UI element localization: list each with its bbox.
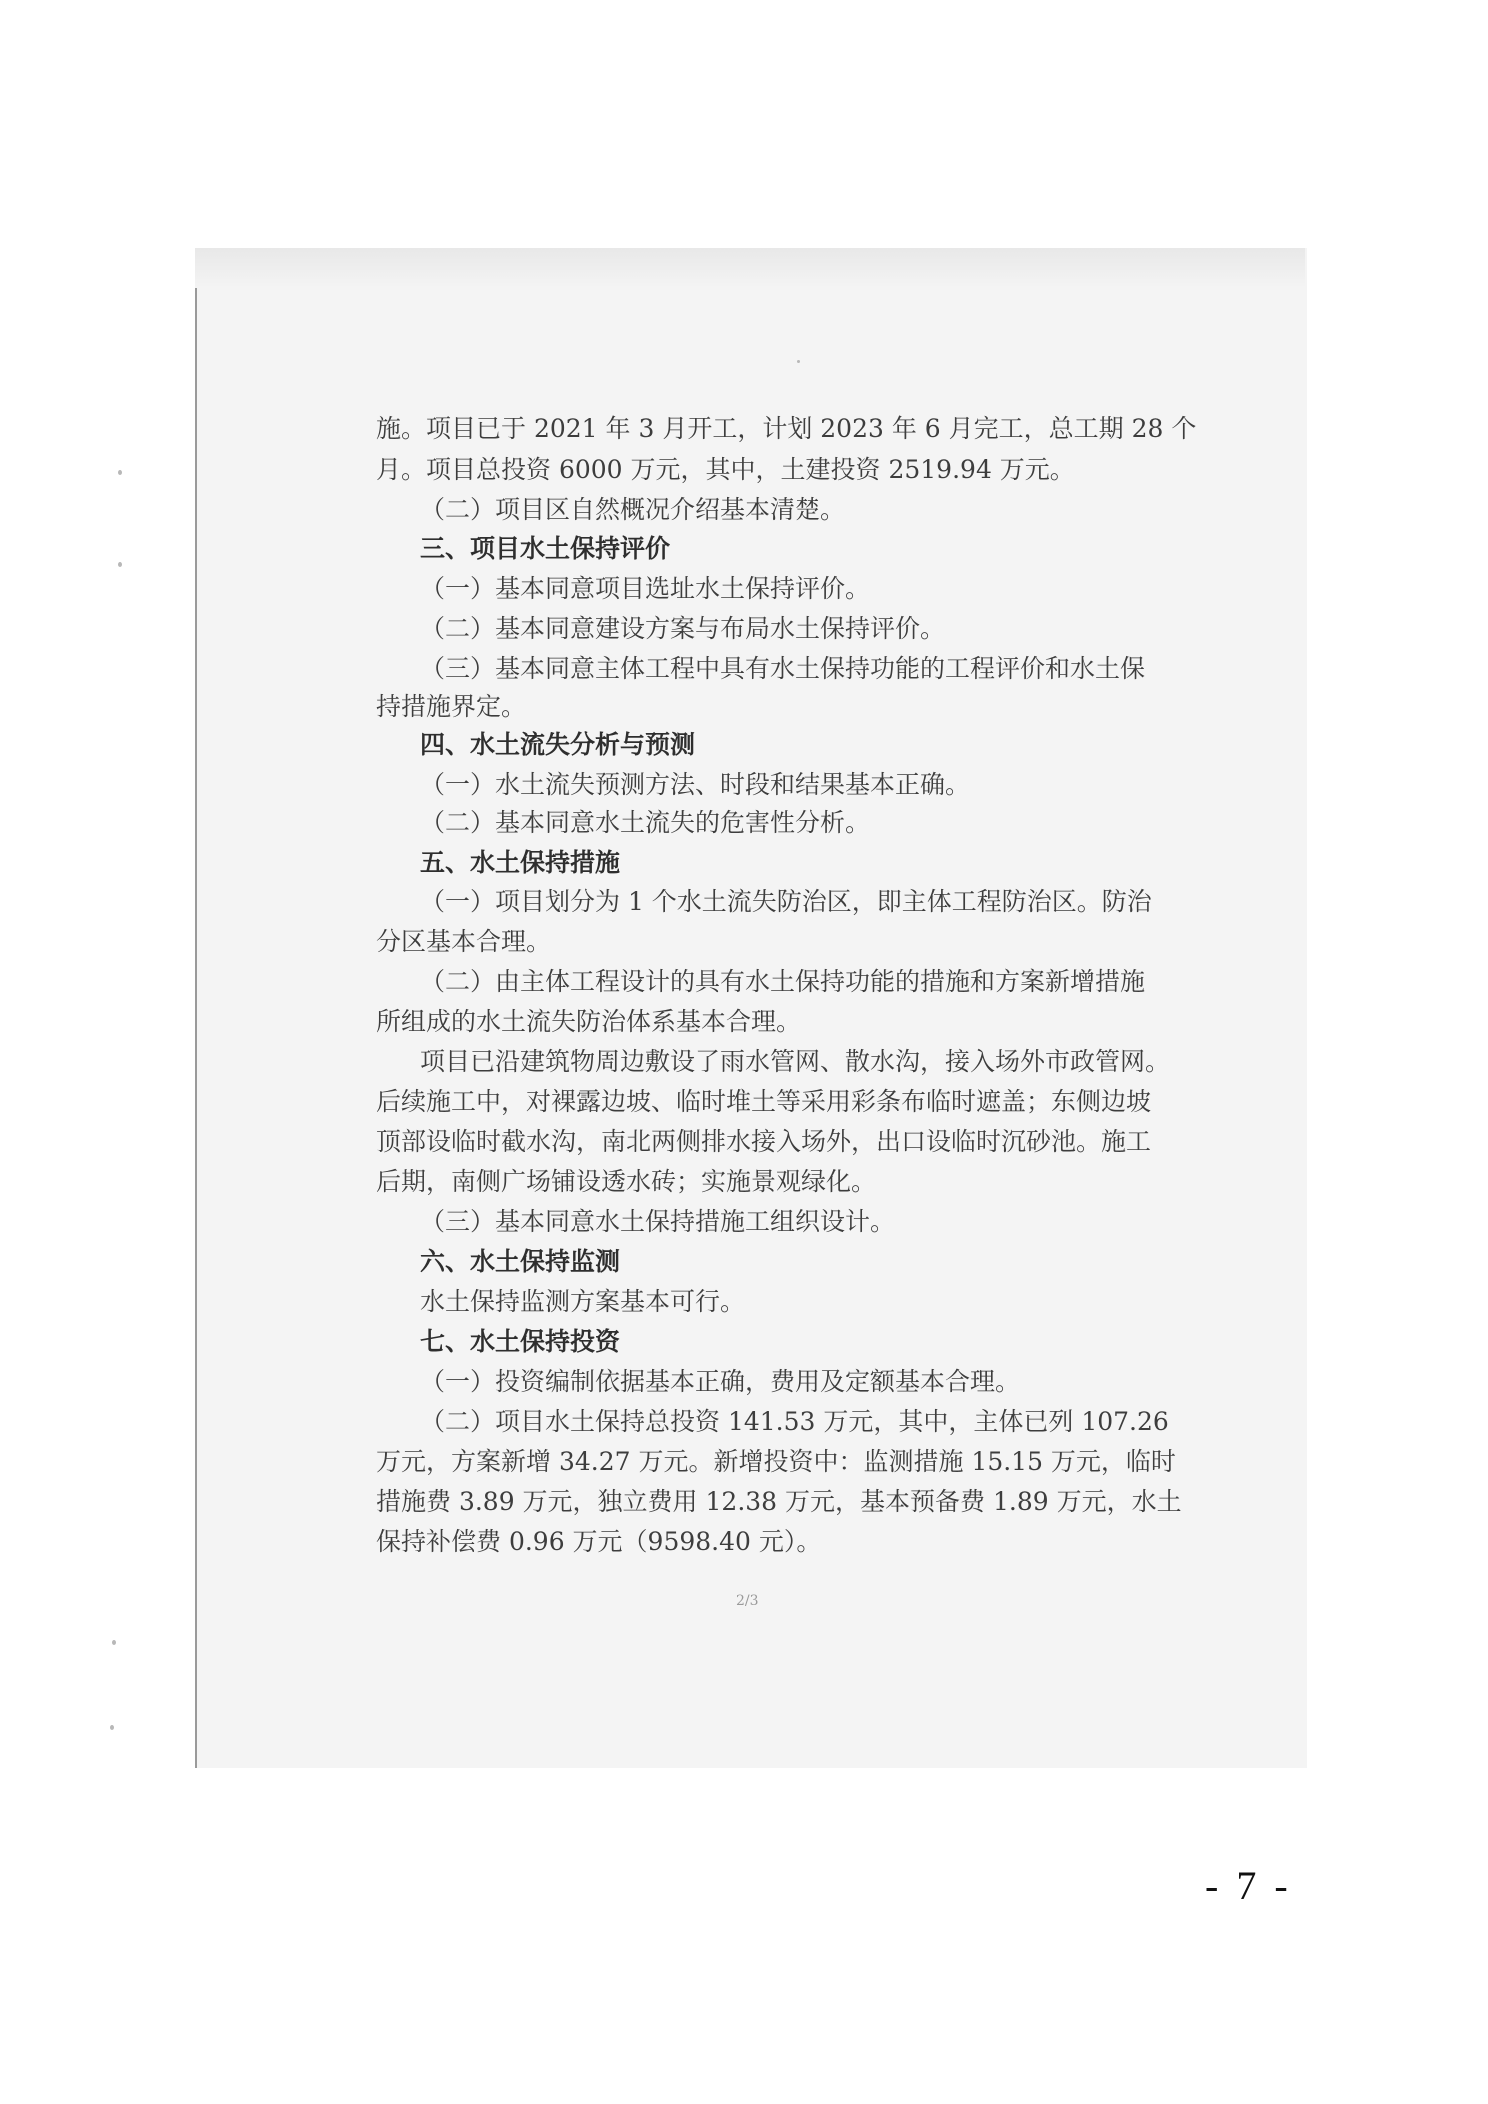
page-number: - 7 - xyxy=(1205,1863,1292,1908)
text-line: （二）由主体工程设计的具有水土保持功能的措施和方案新增措施 xyxy=(420,967,1146,996)
section-heading: 五、水土保持措施 xyxy=(420,848,621,877)
text-line: 措施费 3.89 万元，独立费用 12.38 万元，基本预备费 1.89 万元，水土 xyxy=(376,1487,1182,1516)
text-line: （三）基本同意主体工程中具有水土保持功能的工程评价和水土保 xyxy=(420,654,1146,683)
text-line: 后续施工中，对裸露边坡、临时堆土等采用彩条布临时遮盖；东侧边坡 xyxy=(376,1087,1152,1116)
text-line: （二）项目区自然概况介绍基本清楚。 xyxy=(420,495,846,524)
text-line: 所组成的水土流失防治体系基本合理。 xyxy=(376,1007,802,1036)
text-line: 顶部设临时截水沟，南北两侧排水接入场外，出口设临时沉砂池。施工 xyxy=(376,1127,1152,1156)
text-line: （二）基本同意水土流失的危害性分析。 xyxy=(420,808,871,837)
text-line: 水土保持监测方案基本可行。 xyxy=(420,1287,746,1316)
text-line: （一）基本同意项目选址水土保持评价。 xyxy=(420,574,871,603)
scan-top-shadow xyxy=(195,248,1305,288)
text-line: （三）基本同意水土保持措施工组织设计。 xyxy=(420,1207,896,1236)
section-heading: 七、水土保持投资 xyxy=(420,1327,621,1356)
section-heading: 三、项目水土保持评价 xyxy=(420,534,671,563)
text-line: 万元，方案新增 34.27 万元。新增投资中：监测措施 15.15 万元，临时 xyxy=(376,1447,1176,1476)
scan-speck xyxy=(797,360,800,363)
text-line: 项目已沿建筑物周边敷设了雨水管网、散水沟，接入场外市政管网。 xyxy=(420,1047,1171,1076)
text-line: 月。项目总投资 6000 万元，其中，土建投资 2519.94 万元。 xyxy=(376,455,1075,484)
text-line: 持措施界定。 xyxy=(376,692,527,721)
scan-speck xyxy=(118,562,122,567)
scan-speck xyxy=(118,470,122,475)
scan-speck xyxy=(112,1640,116,1645)
text-line: （一）水土流失预测方法、时段和结果基本正确。 xyxy=(420,770,971,799)
text-line: （二）项目水土保持总投资 141.53 万元，其中，主体已列 107.26 xyxy=(420,1407,1169,1436)
text-line: 分区基本合理。 xyxy=(376,927,552,956)
text-line: （一）项目划分为 1 个水土流失防治区，即主体工程防治区。防治 xyxy=(420,887,1152,916)
section-heading: 六、水土保持监测 xyxy=(420,1247,621,1276)
text-line: （二）基本同意建设方案与布局水土保持评价。 xyxy=(420,614,946,643)
section-heading: 四、水土流失分析与预测 xyxy=(420,730,696,759)
text-line: 后期，南侧广场铺设透水砖；实施景观绿化。 xyxy=(376,1167,877,1196)
scan-page-mark: 2/3 xyxy=(736,1593,759,1609)
text-line: 施。项目已于 2021 年 3 月开工，计划 2023 年 6 月完工，总工期 28 个 xyxy=(376,414,1197,443)
text-line: （一）投资编制依据基本正确，费用及定额基本合理。 xyxy=(420,1367,1021,1396)
scan-speck xyxy=(110,1725,114,1730)
text-line: 保持补偿费 0.96 万元（9598.40 元）。 xyxy=(376,1527,822,1556)
